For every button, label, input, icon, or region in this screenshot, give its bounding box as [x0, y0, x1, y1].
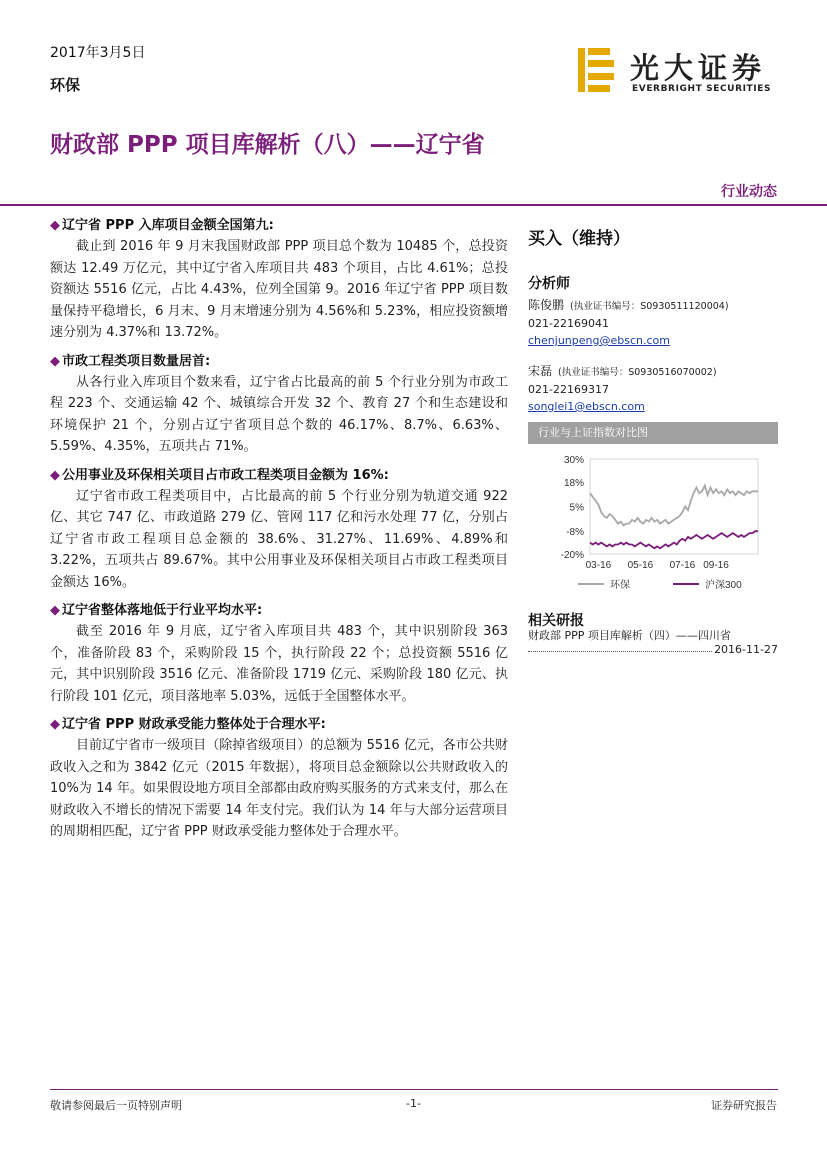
logo-chinese-name: 光大证券 — [630, 51, 767, 85]
series-line-hs300 — [590, 531, 758, 548]
sidebar — [528, 214, 778, 415]
analyst-cert: (执业证书编号：S0930516070002) — [558, 367, 717, 378]
header-divider — [0, 204, 827, 206]
analyst-card — [528, 297, 778, 349]
section-heading: ◆ 辽宁省 PPP 财政承受能力整体处于合理水平: — [50, 717, 326, 732]
analyst-heading: 分析师 — [528, 276, 570, 292]
related-report-link[interactable]: 财政部 PPP 项目库解析（四）——四川省 — [528, 629, 731, 642]
chart-title: 行业与上证指数对比图 — [528, 422, 778, 444]
analyst-email-link[interactable]: songlei1@ebscn.com — [528, 400, 645, 413]
x-tick-label: 09-16 — [703, 560, 729, 571]
section-heading: ◆ 市政工程类项目数量居首: — [50, 353, 211, 369]
everbright-logo-mark — [578, 48, 614, 92]
analyst-name: 陈俊鹏 — [528, 298, 565, 312]
section-body: 目前辽宁省市一级项目（除掉省级项目）的总额为 5516 亿元，各市公共财政收入之和为 3842 亿元（2015 年数据），将项目总金额除以公共财政收入的 10%为 14 年。如果假设地方项目全部都由政府购买服务的方式来支付，那么在财政收入不增长的情况下需要 14 年支付完。我们认为 14 年与大部分运营项目的周期相匹配，辽宁省 PPP 财政承受能力整体处于合理水平。 — [50, 738, 508, 839]
series-line-huanbao — [590, 486, 758, 526]
section — [50, 713, 508, 843]
y-tick-label: -20% — [560, 550, 584, 561]
y-tick-label: 5% — [569, 502, 584, 514]
y-tick-label: 30% — [563, 455, 584, 466]
diamond-bullet-icon: ◆ — [50, 717, 60, 732]
section-body: 截至 2016 年 9 月底，辽宁省入库项目共 483 个，其中识别阶段 363 个，准备阶段 83 个，采购阶段 15 个，执行阶段 22 个；总投资额 5516 亿元，其中识别阶段 3516 亿元、准备阶段 1719 亿元、采购阶段 180 亿元、执行阶段 101 亿元，项目落地率 5.03%，远低于全国整体水平。 — [50, 624, 508, 704]
section-heading: ◆ 辽宁省整体落地低于行业平均水平: — [50, 603, 263, 618]
logo-english-name: EVERBRIGHT SECURITIES — [632, 84, 772, 94]
diamond-bullet-icon: ◆ — [50, 353, 60, 369]
report-sector: 环保 — [50, 76, 81, 94]
leader-dots — [528, 643, 712, 652]
main-content — [50, 214, 508, 849]
analyst-phone: 021-22169041 — [528, 317, 609, 330]
analyst-card — [528, 363, 778, 415]
related-report-date: 2016-11-27 — [714, 643, 778, 656]
section-body: 辽宁省市政工程类项目中，占比最高的前 5 个行业分别为轨道交通 922 亿、其它 747 亿、市政道路 279 亿、管网 117 亿和污水处理 77 亿，分别占辽宁省市政工程项目总金额的 38.6%、31.27%、11.69%、4.89%和 3.22%，五项共占 89.67%。其中公用事业及环保相关项目占市政工程类项目金额达 16%。 — [50, 488, 508, 590]
plot-frame — [590, 459, 758, 554]
report-type: 行业动态 — [721, 184, 777, 200]
rating: 买入（维持） — [528, 229, 630, 249]
industry-vs-index-chart — [528, 444, 778, 594]
y-tick-label: 18% — [563, 477, 584, 489]
report-date: 2017年3月5日 — [50, 45, 146, 61]
x-tick-label: 03-16 — [585, 560, 612, 571]
legend-label: 沪深300 — [705, 580, 742, 591]
page-title: 财政部 PPP 项目库解析（八）——辽宁省 — [50, 132, 485, 158]
diamond-bullet-icon: ◆ — [50, 218, 60, 233]
diamond-bullet-icon: ◆ — [50, 603, 60, 618]
footer-report-label: 证券研究报告 — [711, 1099, 777, 1112]
footer-divider — [50, 1089, 778, 1090]
section-heading: ◆ 辽宁省 PPP 入库项目金额全国第九: — [50, 218, 274, 233]
x-tick-label: 07-16 — [669, 560, 696, 571]
y-tick-label: -8% — [566, 527, 584, 539]
footer-disclaimer: 敬请参阅最后一页特别声明 — [50, 1099, 182, 1112]
section — [50, 350, 508, 458]
section-body: 截止到 2016 年 9 月末我国财政部 PPP 项目总个数为 10485 个，总投资额达 12.49 万亿元，其中辽宁省入库项目共 483 个项目，占比 4.61%；总投资额达 5516 亿元，占比 4.43%，位列全国第 9。2016 年辽宁省 PPP 项目数量保持平稳增长，6 月末、9 月末增速分别为 4.56%和 5.23%，相应投资额增速分别为 4.37%和 13.72%。 — [50, 239, 508, 340]
related-research-heading: 相关研报 — [528, 613, 584, 629]
analyst-email-link[interactable]: chenjunpeng@ebscn.com — [528, 334, 670, 347]
everbright-logo — [578, 44, 778, 98]
diamond-bullet-icon: ◆ — [50, 467, 60, 483]
related-report-date-row — [528, 643, 778, 656]
section — [50, 214, 508, 344]
legend-label: 环保 — [610, 580, 630, 591]
section — [50, 599, 508, 707]
x-tick-label: 05-16 — [627, 560, 654, 571]
section-body: 从各行业入库项目个数来看，辽宁省占比最高的前 5 个行业分别为市政工程 223 个、交通运输 42 个、城镇综合开发 32 个、教育 27 个和生态建设和环境保护 21 个，分别占辽宁省项目总个数的 46.17%、8.7%、6.63%、5.59%、4.35%，五项共占 71%。 — [50, 374, 508, 454]
analyst-cert: (执业证书编号：S0930511120004) — [570, 301, 729, 312]
section — [50, 464, 508, 594]
page-number: -1- — [406, 1097, 421, 1110]
section-heading: ◆ 公用事业及环保相关项目占市政工程类项目金额为 16%: — [50, 467, 389, 483]
analyst-phone: 021-22169317 — [528, 383, 609, 396]
analyst-name: 宋磊 — [528, 364, 553, 378]
